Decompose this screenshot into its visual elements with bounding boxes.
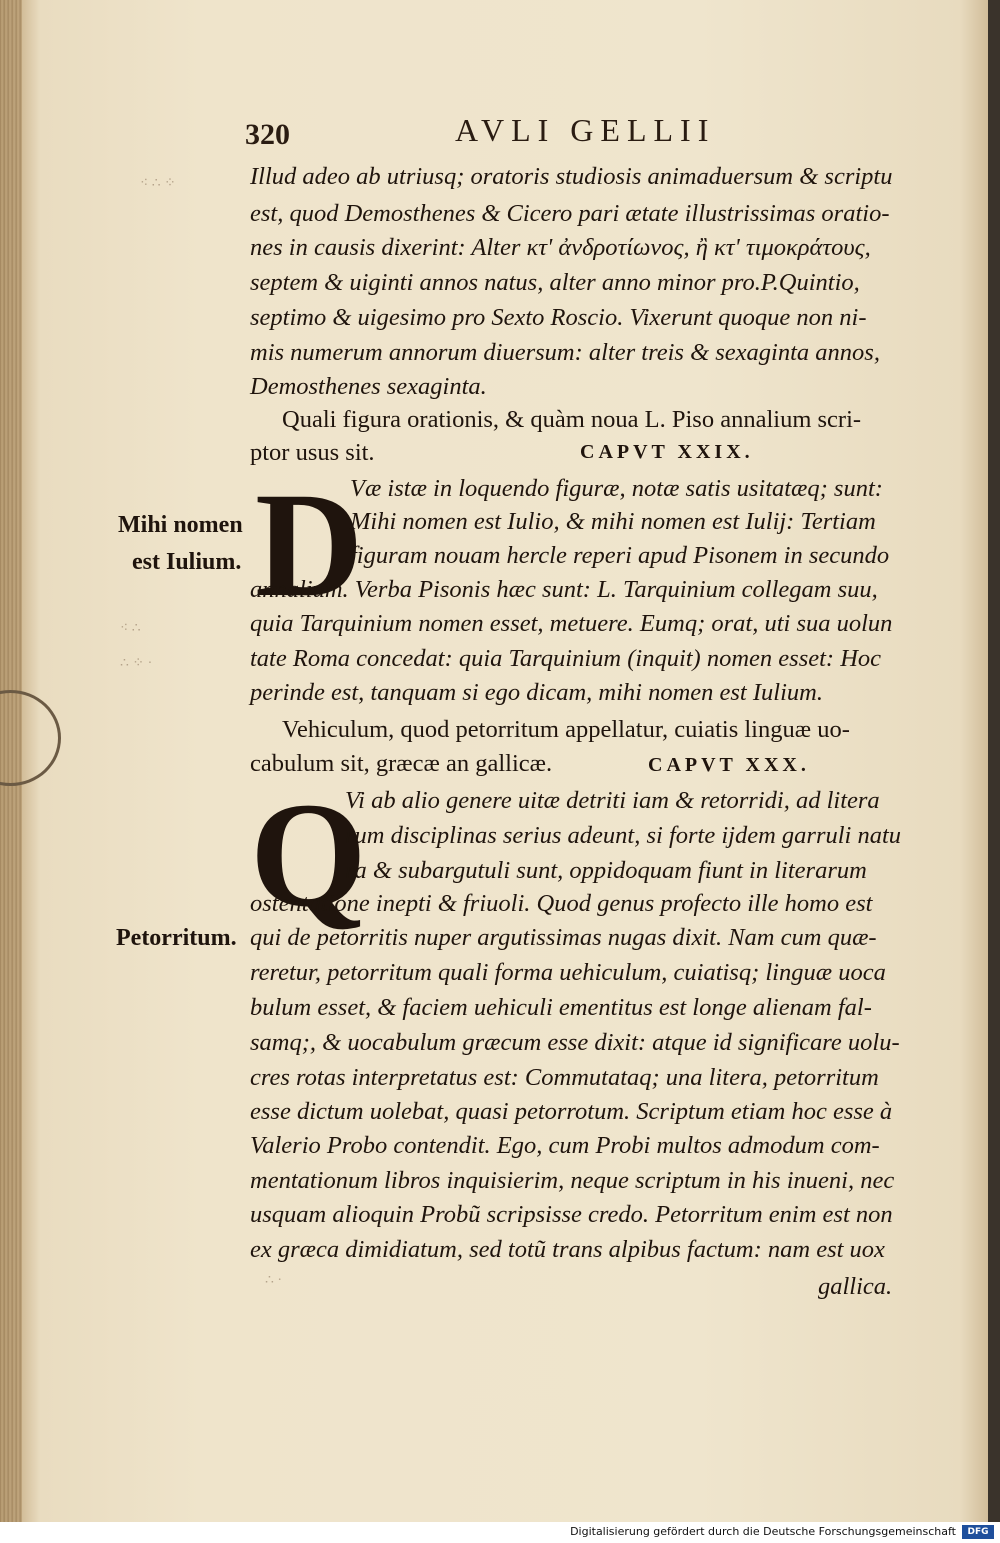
text-line: usquam alioquin Probũ scripsisse credo. Petorritum enim est non bbox=[250, 1201, 893, 1228]
text-line: ostentatione inepti & friuoli. Quod genus profecto ille homo est bbox=[250, 890, 873, 917]
text-line: Væ istæ in loquendo figuræ, notæ satis usitatæq; sunt: bbox=[350, 475, 883, 502]
chapter-heading: CAPVT XXIX. bbox=[580, 441, 754, 463]
text-line: Mihi nomen est Iulio, & mihi nomen est Iulij: Tertiam bbox=[350, 508, 876, 535]
drop-cap: D bbox=[255, 462, 364, 628]
dfg-logo-icon: DFG bbox=[962, 1525, 994, 1539]
text-line: bulum esset, & faciem uehiculi ementitus est longe alienam fal- bbox=[250, 994, 872, 1021]
running-title: AVLI GELLII bbox=[455, 112, 716, 148]
text-line: rum disciplinas serius adeunt, si forte ijdem garruli natu bbox=[345, 822, 902, 849]
drop-cap: Q bbox=[250, 772, 367, 938]
binding-clasp bbox=[0, 690, 61, 786]
page-header bbox=[245, 112, 895, 152]
text-line: nes in causis dixerint: Alter κτ' ἀνδροτίωνος, ἢ κτ' τιμοκράτους, bbox=[250, 234, 871, 261]
text-line: figuram nouam hercle reperi apud Pisonem in secundo bbox=[350, 542, 890, 569]
margin-smudge: ⁖ ∴ ⁘ bbox=[140, 176, 176, 191]
text-line: mentationum libros inquisierim, neque scriptum in his inueni, nec bbox=[250, 1167, 895, 1194]
text-line: Demosthenes sexaginta. bbox=[250, 373, 487, 400]
text-line: annalium. Verba Pisonis hæc sunt: L. Tarquinium collegam suu, bbox=[250, 576, 878, 603]
text-line: reretur, petorritum quali forma uehiculum, cuiatisq; linguæ uoca bbox=[250, 959, 886, 986]
chapter-summary-line: ptor usus sit. bbox=[250, 439, 375, 466]
text-line: perinde est, tanquam si ego dicam, mihi nomen est Iulium. bbox=[250, 679, 823, 706]
text-line: gallica. bbox=[818, 1273, 893, 1300]
chapter-summary-line: cabulum sit, græcæ an gallicæ. bbox=[250, 750, 553, 777]
chapter-summary-line: Quali figura orationis, & quàm noua L. Piso annalium scri- bbox=[282, 406, 862, 433]
text-line: septem & uiginti annos natus, alter anno minor pro.P.Quintio, bbox=[250, 269, 860, 296]
text-line: samq;, & uocabulum græcum esse dixit: atque id significare uolu- bbox=[250, 1029, 900, 1056]
margin-smudge: ∴ ⁘ · bbox=[120, 656, 153, 671]
text-line: ex græca dimidiatum, sed totũ trans alpibus factum: nam est uox bbox=[250, 1236, 885, 1263]
text-line: cres rotas interpretatus est: Commutataq; una litera, petorritum bbox=[250, 1064, 879, 1091]
text-line: septimo & uigesimo pro Sexto Roscio. Vixerunt quoque non ni- bbox=[250, 304, 867, 331]
margin-note: est Iulium. bbox=[132, 549, 242, 575]
margin-smudge: ∴ · bbox=[265, 1273, 283, 1288]
text-line: qui de petorritis nuper argutissimas nugas dixit. Nam cum quæ- bbox=[250, 924, 877, 951]
scan-footer bbox=[0, 1522, 1000, 1543]
text-line: Illud adeo ab utriusq; oratoris studiosis animaduersum & scriptu bbox=[250, 163, 893, 190]
text-line: est, quod Demosthenes & Cicero pari ætate illustrissimas oratio- bbox=[250, 200, 890, 227]
chapter-heading: CAPVT XXX. bbox=[648, 754, 810, 776]
chapter-summary-line: Vehiculum, quod petorritum appellatur, cuiatis linguæ uo- bbox=[282, 716, 850, 743]
text-line: esse dictum uolebat, quasi petorrotum. Scriptum etiam hoc esse à bbox=[250, 1098, 893, 1125]
margin-note: Mihi nomen bbox=[118, 512, 243, 538]
text-line: mis numerum annorum diuersum: alter treis & sexaginta annos, bbox=[250, 339, 880, 366]
text-line: tate Roma concedat: quia Tarquinium (inquit) nomen esset: Hoc bbox=[250, 645, 882, 672]
scan-border bbox=[988, 0, 1000, 1522]
text-line: ra & subargutuli sunt, oppidoquam fiunt in literarum bbox=[345, 857, 867, 884]
margin-note: Petorritum. bbox=[116, 925, 237, 951]
text-line: quia Tarquinium nomen esset, metuere. Eumq; orat, uti sua uolun bbox=[250, 610, 893, 637]
text-line: Valerio Probo contendit. Ego, cum Probi multos admodum com- bbox=[250, 1132, 880, 1159]
funding-credit: Digitalisierung gefördert durch die Deutsche Forschungsgemeinschaft bbox=[570, 1525, 956, 1538]
margin-smudge: ⁖ ∴ bbox=[120, 621, 141, 636]
text-line: Vi ab alio genere uitæ detriti iam & retorridi, ad litera bbox=[345, 787, 880, 814]
page-number: 320 bbox=[245, 118, 290, 151]
